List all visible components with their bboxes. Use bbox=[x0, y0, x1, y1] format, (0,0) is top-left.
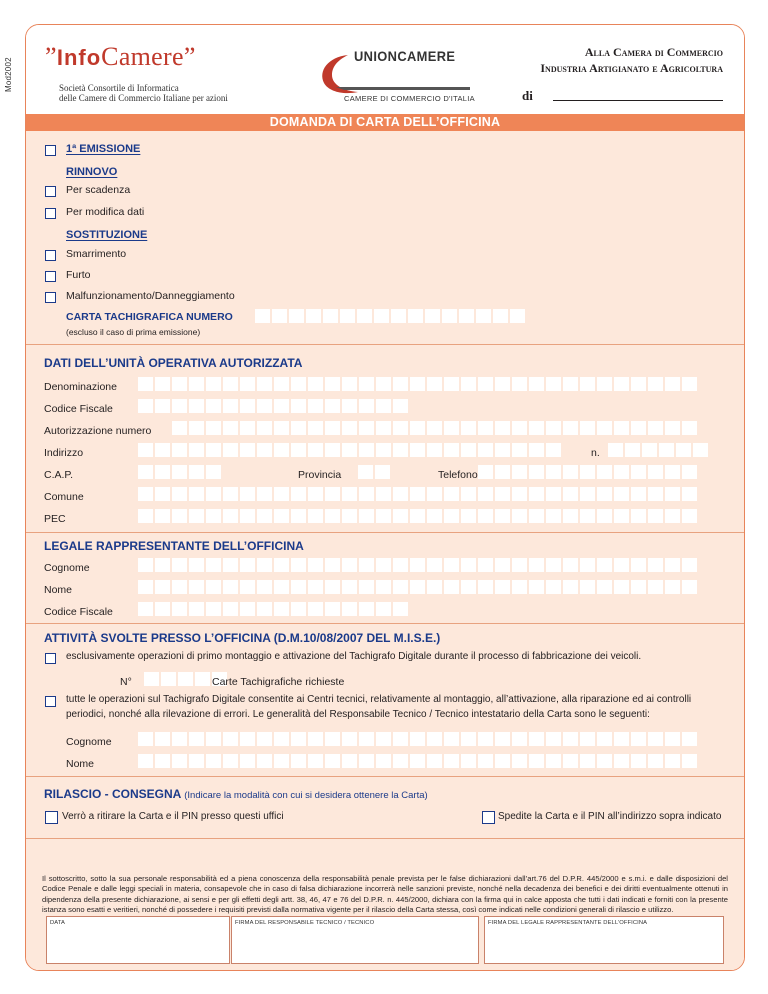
delivery-ship-checkbox[interactable] bbox=[482, 811, 495, 824]
address-field[interactable] bbox=[138, 443, 561, 457]
street-number-label: n. bbox=[591, 447, 600, 459]
unit-section-title: DATI DELL’UNITÀ OPERATIVA AUTORIZZATA bbox=[44, 356, 303, 370]
substitution-theft-checkbox[interactable] bbox=[45, 271, 56, 282]
card-number-note: (escluso il caso di prima emissione) bbox=[66, 327, 201, 337]
technician-signature-label: FIRMA DEL RESPONSABILE TECNICO / TECNICO bbox=[235, 920, 375, 926]
substitution-damage-label: Malfunzionamento/Danneggiamento bbox=[66, 290, 235, 302]
card-number-field[interactable] bbox=[255, 309, 525, 323]
province-field[interactable] bbox=[358, 465, 390, 479]
technician-name-field[interactable] bbox=[138, 754, 697, 768]
cap-field[interactable] bbox=[138, 465, 221, 479]
comune-label: Comune bbox=[44, 491, 84, 503]
form-title: DOMANDA DI CARTA DELL’OFFICINA bbox=[26, 114, 744, 131]
first-emission-checkbox[interactable] bbox=[45, 145, 56, 156]
renewal-expiry-label: Per scadenza bbox=[66, 184, 131, 196]
unit-fiscal-code-field[interactable] bbox=[138, 399, 408, 413]
authorization-label: Autorizzazione numero bbox=[44, 425, 152, 437]
form-page bbox=[25, 24, 745, 971]
renewal-data-change-label: Per modifica dati bbox=[66, 206, 145, 218]
section-divider bbox=[26, 776, 744, 777]
legal-rep-name-label: Nome bbox=[44, 584, 73, 596]
header bbox=[26, 25, 744, 114]
phone-label: Telefono bbox=[438, 469, 478, 481]
unioncamere-name: UNIONCAMERE bbox=[354, 48, 456, 64]
province-label: Provincia bbox=[298, 469, 342, 481]
legal-rep-surname-field[interactable] bbox=[138, 558, 697, 572]
form-code: Mod2002 bbox=[4, 57, 13, 92]
denominazione-field[interactable] bbox=[138, 377, 697, 391]
authorization-field[interactable] bbox=[172, 421, 697, 435]
technician-name-label: Nome bbox=[66, 758, 95, 770]
address-line2: Industria Artigianato e Agricoltura bbox=[540, 61, 723, 75]
address-label: Indirizzo bbox=[44, 447, 84, 459]
technician-surname-field[interactable] bbox=[138, 732, 697, 746]
section-divider bbox=[26, 623, 744, 624]
legal-rep-surname-label: Cognome bbox=[44, 562, 90, 574]
date-field[interactable] bbox=[46, 916, 230, 964]
substitution-theft-label: Furto bbox=[66, 269, 91, 281]
legal-rep-fiscal-code-field[interactable] bbox=[138, 602, 408, 616]
pec-label: PEC bbox=[44, 513, 66, 525]
comune-field[interactable] bbox=[138, 487, 697, 501]
substitution-damage-checkbox[interactable] bbox=[45, 292, 56, 303]
recipient-address bbox=[540, 44, 723, 76]
date-label: DATA bbox=[50, 920, 65, 926]
denominazione-label: Denominazione bbox=[44, 381, 117, 393]
section-divider bbox=[26, 532, 744, 533]
substitution-header: SOSTITUZIONE bbox=[66, 229, 148, 241]
activity-first-assembly-checkbox[interactable] bbox=[45, 653, 56, 664]
section-divider bbox=[26, 838, 744, 839]
activity-first-assembly-label: esclusivamente operazioni di primo montaggio e attivazione del Tachigrafo Digitale durante il processo di fabbricazione dei veicoli. bbox=[66, 651, 642, 662]
technician-signature-field[interactable] bbox=[231, 916, 479, 964]
pec-field[interactable] bbox=[138, 509, 697, 523]
unioncamere-subtitle: CAMERE DI COMMERCIO D'ITALIA bbox=[344, 94, 475, 103]
address-line1: Alla Camera di Commercio bbox=[584, 45, 723, 59]
section-divider bbox=[26, 344, 744, 345]
activity-all-operations-checkbox[interactable] bbox=[45, 696, 56, 707]
cards-requested-label: Carte Tachigrafiche richieste bbox=[212, 676, 345, 688]
cap-label: C.A.P. bbox=[44, 469, 73, 481]
substitution-lost-label: Smarrimento bbox=[66, 248, 127, 260]
delivery-section-title bbox=[44, 787, 428, 801]
legal-rep-signature-field[interactable] bbox=[484, 916, 724, 964]
delivery-ship-label: Spedite la Carta e il PIN all’indirizzo sopra indicato bbox=[498, 811, 722, 822]
infocamere-sub-line2: delle Camere di Commercio Italiane per azioni bbox=[59, 93, 228, 103]
phone-field[interactable] bbox=[478, 465, 697, 479]
delivery-pickup-checkbox[interactable] bbox=[45, 811, 58, 824]
delivery-title: RILASCIO - CONSEGNA bbox=[44, 787, 181, 801]
activity-all-operations-line2: periodici, nonché alla rilevazione di errori. Le generalità del Responsabile Tecnico / Tecnico intestatario della Carta sono le seguenti: bbox=[66, 709, 650, 720]
legal-rep-section-title: LEGALE RAPPRESENTANTE DELL’OFFICINA bbox=[44, 539, 304, 553]
delivery-pickup-label: Verrò a ritirare la Carta e il PIN presso questi uffici bbox=[62, 811, 284, 822]
unit-fiscal-code-label: Codice Fiscale bbox=[44, 403, 113, 415]
activity-all-operations-line1: tutte le operazioni sul Tachigrafo Digitale consentite ai Centri tecnici, relativamente al montaggio, all’attivazione, alla riparazione ed ai controlli bbox=[66, 694, 692, 705]
first-emission-label: 1ª EMISSIONE bbox=[66, 143, 141, 155]
activities-section-title: ATTIVITÀ SVOLTE PRESSO L’OFFICINA (D.M.10/08/2007 DEL M.I.S.E.) bbox=[44, 631, 441, 645]
substitution-lost-checkbox[interactable] bbox=[45, 250, 56, 261]
technician-surname-label: Cognome bbox=[66, 736, 112, 748]
legal-rep-fiscal-code-label: Codice Fiscale bbox=[44, 606, 113, 618]
cards-number-label: N° bbox=[120, 676, 132, 688]
infocamere-sub-line1: Società Consortile di Informatica bbox=[59, 83, 179, 93]
di-label: di bbox=[522, 88, 533, 103]
chamber-city-field[interactable] bbox=[553, 100, 723, 101]
infocamere-subtitle bbox=[59, 83, 228, 103]
delivery-note: (Indicare la modalità con cui si desidera ottenere la Carta) bbox=[184, 790, 428, 801]
renewal-expiry-checkbox[interactable] bbox=[45, 186, 56, 197]
legal-rep-name-field[interactable] bbox=[138, 580, 697, 594]
legal-rep-signature-label: FIRMA DEL LEGALE RAPPRESENTANTE DELL’OFFICINA bbox=[488, 920, 648, 926]
card-number-label: CARTA TACHIGRAFICA NUMERO bbox=[66, 311, 233, 323]
form-body bbox=[26, 131, 744, 970]
declaration-text: Il sottoscritto, sotto la sua personale responsabilità ed a piena conoscenza della responsabilità penale prevista per le false dichiarazioni dall’art.76 del D.P.R. 445/2000 e s.m.i. e dalle disposizioni del Codice Penale e dalle leggi speciali in materia, consapevole che in caso di falsa dichiarazione incorrerà nelle sanzioni previste, nonché nella decadenza dei benefici e dei diritti eventualmente ottenuti in dipendenza della presente dichiarazione, ai sensi e per gli effetti degli artt. 38, 46, 47 e 76 del D.P.R. n. 445/2000, dichiara con la firma qui in calce apposta che tutti i dati indicati e forniti con la presente istanza sono esatti e veritieri, nonché di possedere i requisiti previsti dalla normativa vigente per il rilascio della Carta stessa, così come indicati nelle condizioni generali di rilascio e utilizzo. bbox=[42, 874, 728, 914]
street-number-field[interactable] bbox=[608, 443, 708, 457]
renewal-data-change-checkbox[interactable] bbox=[45, 208, 56, 219]
infocamere-logo: ”InfoCamere” bbox=[45, 42, 196, 71]
renewal-header: RINNOVO bbox=[66, 166, 118, 178]
